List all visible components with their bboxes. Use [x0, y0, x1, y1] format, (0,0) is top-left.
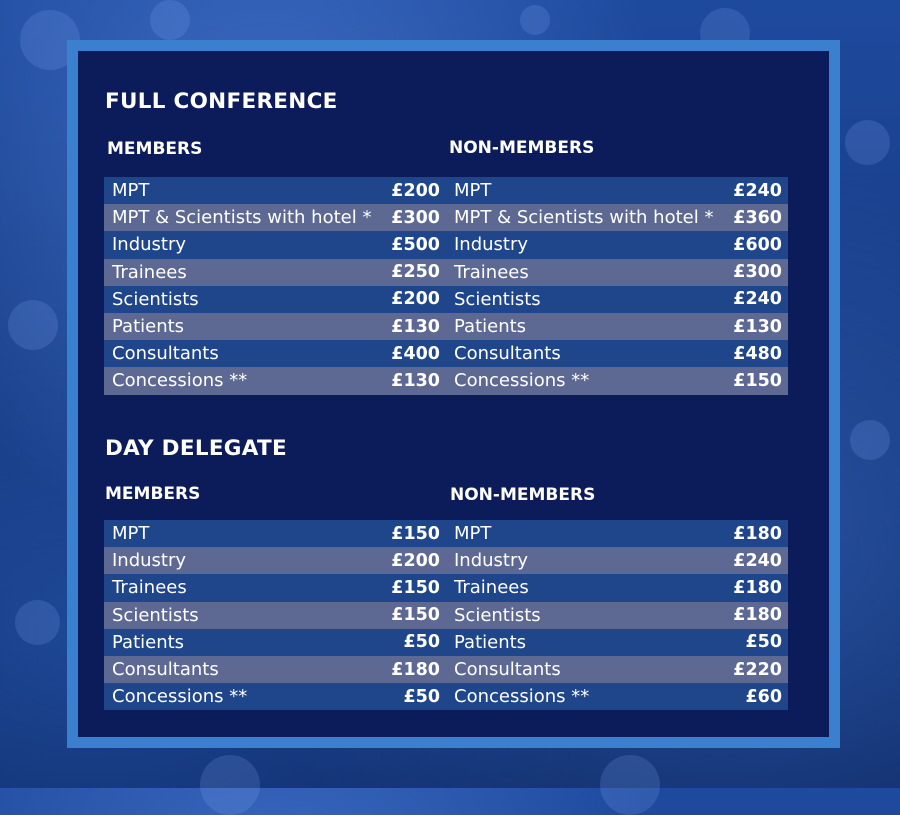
row-price: £240 [733, 289, 782, 310]
table-row [446, 259, 788, 286]
table-row [446, 574, 788, 601]
row-price: £220 [733, 659, 782, 680]
pricing-panel [67, 40, 840, 748]
full-conference-non-members-table [446, 177, 788, 395]
table-row [446, 204, 788, 231]
row-price: £50 [403, 686, 440, 707]
row-price: £480 [733, 343, 782, 364]
row-label: Scientists [454, 288, 541, 310]
table-row [104, 340, 446, 367]
row-price: £200 [391, 289, 440, 310]
row-label: Patients [454, 316, 527, 338]
row-label: MPT & Scientists with hotel * [112, 207, 372, 229]
row-price: £180 [391, 659, 440, 680]
table-row [104, 683, 446, 710]
table-row [104, 313, 446, 340]
table-row [446, 547, 788, 574]
row-price: £50 [745, 632, 782, 653]
row-price: £240 [733, 550, 782, 571]
table-row [104, 286, 446, 313]
row-price: £250 [391, 262, 440, 283]
row-label: Concessions ** [454, 370, 590, 392]
row-label: Consultants [454, 659, 561, 681]
row-label: Scientists [112, 604, 199, 626]
day-delegate-title: DAY DELEGATE [105, 436, 287, 461]
full-conference-non-members-heading: NON-MEMBERS [449, 138, 595, 158]
row-label: Trainees [454, 577, 529, 599]
row-label: Concessions ** [454, 686, 590, 708]
table-row [446, 177, 788, 204]
table-row [104, 367, 446, 394]
table-row [446, 367, 788, 394]
row-label: Scientists [112, 288, 199, 310]
table-row [104, 177, 446, 204]
row-price: £150 [733, 370, 782, 391]
row-label: MPT & Scientists with hotel * [454, 207, 714, 229]
row-price: £300 [391, 207, 440, 228]
day-delegate-non-members-table [446, 520, 788, 710]
row-label: Consultants [112, 343, 219, 365]
row-price: £360 [733, 207, 782, 228]
row-price: £130 [391, 316, 440, 337]
row-label: Patients [454, 631, 527, 653]
row-price: £500 [391, 234, 440, 255]
day-delegate-members-heading: MEMBERS [105, 484, 201, 504]
row-label: Industry [454, 234, 529, 256]
row-label: Industry [112, 550, 187, 572]
row-price: £150 [391, 577, 440, 598]
row-price: £240 [733, 180, 782, 201]
table-row [104, 520, 446, 547]
row-label: Trainees [454, 261, 529, 283]
row-price: £130 [733, 316, 782, 337]
row-price: £400 [391, 343, 440, 364]
table-row [446, 520, 788, 547]
table-row [446, 340, 788, 367]
day-delegate-non-members-heading: NON-MEMBERS [450, 485, 596, 505]
table-row [446, 683, 788, 710]
table-row [446, 656, 788, 683]
day-delegate-members-table [104, 520, 446, 710]
table-row [104, 656, 446, 683]
table-row [446, 286, 788, 313]
full-conference-members-table [104, 177, 446, 395]
row-label: Concessions ** [112, 686, 248, 708]
row-price: £50 [403, 632, 440, 653]
table-row [104, 259, 446, 286]
table-row [104, 574, 446, 601]
row-label: Consultants [454, 343, 561, 365]
row-label: Consultants [112, 659, 219, 681]
row-price: £60 [745, 686, 782, 707]
row-price: £130 [391, 370, 440, 391]
row-price: £200 [391, 550, 440, 571]
full-conference-title: FULL CONFERENCE [105, 89, 338, 114]
row-label: Industry [454, 550, 529, 572]
row-label: Scientists [454, 604, 541, 626]
table-row [104, 547, 446, 574]
table-row [446, 313, 788, 340]
row-label: MPT [112, 180, 150, 202]
table-row [446, 231, 788, 258]
row-price: £180 [733, 605, 782, 626]
table-row [104, 204, 446, 231]
row-label: Trainees [112, 261, 187, 283]
row-label: MPT [454, 180, 492, 202]
row-price: £200 [391, 180, 440, 201]
row-label: Concessions ** [112, 370, 248, 392]
row-price: £300 [733, 262, 782, 283]
row-label: Patients [112, 631, 185, 653]
table-row [446, 629, 788, 656]
row-label: MPT [454, 523, 492, 545]
row-price: £180 [733, 577, 782, 598]
row-label: Patients [112, 316, 185, 338]
table-row [104, 629, 446, 656]
table-row [104, 602, 446, 629]
row-price: £150 [391, 605, 440, 626]
table-row [104, 231, 446, 258]
row-label: MPT [112, 523, 150, 545]
full-conference-members-heading: MEMBERS [107, 139, 203, 159]
row-label: Industry [112, 234, 187, 256]
row-price: £600 [733, 234, 782, 255]
table-row [446, 602, 788, 629]
row-price: £150 [391, 523, 440, 544]
row-label: Trainees [112, 577, 187, 599]
row-price: £180 [733, 523, 782, 544]
